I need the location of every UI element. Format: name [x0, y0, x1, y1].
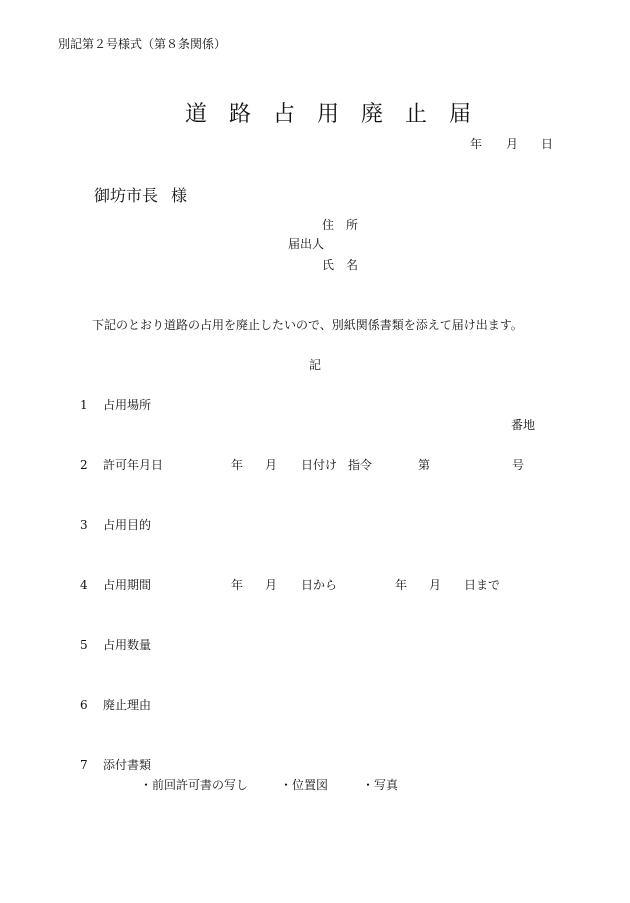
item-number: 6	[80, 698, 88, 712]
period-from-year-label: 年	[231, 578, 244, 592]
applicant-name-label: 氏 名	[322, 258, 359, 272]
attachment-item: ・前回許可書の写し	[140, 778, 249, 792]
period-from-month-label: 月	[265, 578, 278, 592]
date-month-label: 月	[506, 137, 519, 151]
go-label: 号	[512, 458, 525, 472]
attachment-item: ・位置図	[280, 778, 329, 792]
permit-day-label: 日付け	[301, 458, 338, 472]
banchi-label: 番地	[511, 418, 536, 432]
period-to-month-label: 月	[429, 578, 442, 592]
item-number: 5	[80, 638, 88, 652]
item-label-reason: 廃止理由	[103, 698, 152, 712]
body-text: 下記のとおり道路の占用を廃止したいので、別紙関係書類を添えて届け出ます。	[92, 318, 523, 332]
date-day-label: 日	[541, 137, 554, 151]
period-from-day-label: 日から	[301, 578, 338, 592]
item-label-permit-date: 許可年月日	[103, 458, 164, 472]
applicant-role-label: 届出人	[288, 237, 325, 251]
form-label: 別記第２号様式（第８条関係）	[58, 37, 227, 51]
item-label-location: 占用場所	[103, 398, 152, 412]
item-number: 3	[80, 518, 88, 532]
permit-year-label: 年	[231, 458, 244, 472]
item-number: 2	[80, 458, 88, 472]
item-label-period: 占用期間	[103, 578, 152, 592]
item-number: 7	[80, 758, 88, 772]
period-to-year-label: 年	[395, 578, 408, 592]
dai-label: 第	[418, 458, 431, 472]
permit-month-label: 月	[265, 458, 278, 472]
attachment-item: ・写真	[362, 778, 399, 792]
applicant-address-label: 住 所	[322, 218, 359, 232]
addressee-name: 御坊市長	[94, 186, 159, 205]
addressee-honorific: 様	[171, 186, 188, 205]
page-title: 道路占用廃止届	[185, 102, 494, 127]
ki-heading: 記	[309, 358, 322, 372]
date-year-label: 年	[470, 137, 483, 151]
item-number: 1	[80, 398, 88, 412]
item-number: 4	[80, 578, 88, 592]
item-label-quantity: 占用数量	[103, 638, 152, 652]
period-to-day-label: 日まで	[464, 578, 501, 592]
directive-label: 指令	[348, 458, 373, 472]
item-label-purpose: 占用目的	[103, 518, 152, 532]
item-label-attachments: 添付書類	[103, 758, 152, 772]
